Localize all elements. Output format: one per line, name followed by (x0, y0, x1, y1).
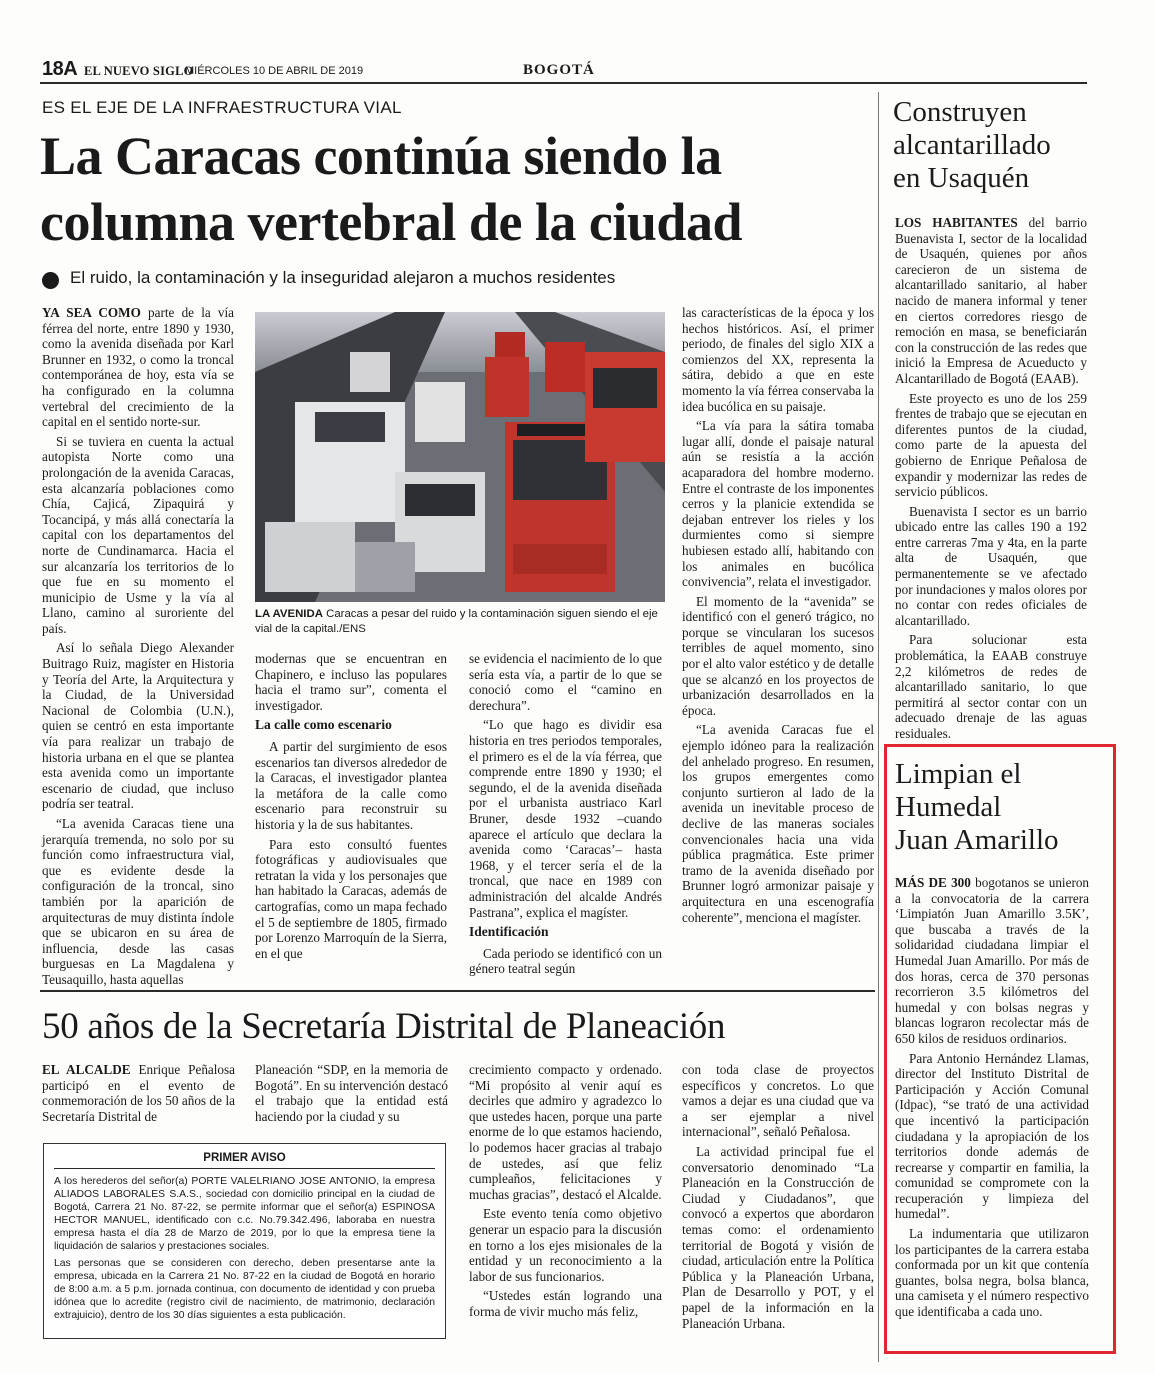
title-line: alcantarillado (893, 129, 1051, 161)
paragraph: Para solucionar esta problemática, la EAAB construye 2,2 kilómetros de redes de alcantarillado sanitario, lo que permitirá al sector contar con un adecuado drenaje de las aguas residuales. (895, 632, 1087, 741)
paragraph: “Ustedes están logrando una forma de vivir mucho más feliz, (469, 1288, 662, 1319)
paragraph: Así lo señala Diego Alexander Buitrago Ruiz, magíster en Historia y Teoría del Arte, la Arquitectura y la Ciudad, de la Universidad Nacional de Colombia (U.N.), quien se centró en esta importante vía para realizar un trabajo de historia urbana en el que se plantea esta avenida como un importante escenario de ciudad, que incluso podría ser teatral. (42, 640, 234, 812)
issue-date: MIÉRCOLES 10 DE ABRIL DE 2019 (185, 65, 364, 77)
second-column-3 (469, 1062, 662, 1324)
photo-caption (255, 607, 667, 637)
notice-rule (54, 1168, 435, 1169)
paragraph: parte de la vía férrea del norte, entre 1890 y 1930, como la avenida diseñada por Karl Brunner en 1932, o como la troncal contemporánea de hoy, esta vía se ha configurado en la columna vertebral del crecimiento de la capital en el sentido norte-sur. (42, 305, 234, 430)
paragraph: La actividad principal fue el conversatorio denominado “La Planeación en la Construcción de Ciudad y Ciudadanos”, que convocó a expertos que abordaron temas como: el ordenamiento territorial de Bogotá y visión de ciudad, articulación entre la Política Pública y la Planeación Urbana, Plan de Desarrollo y POT, y el papel de la información en la Planeación Urbana. (682, 1143, 874, 1331)
paragraph: “La vía para la sátira tomaba lugar allí, donde el paisaje natural aún se resistía a la acción acaparadora del hombre moderno. Entre el contraste de los imponentes cerros y la planicie extendida se dejaban entrever los rieles y los durmientes como si siempre hubiesen estado allí, habitando con los animales en bucólica convivencia”, relata el investigador. (682, 418, 874, 590)
paragraph: modernas que se encuentran en Chapinero, e incluso las populares hacia el tramo sur”, comenta el investigador. (255, 651, 447, 713)
bullet-icon (42, 272, 59, 289)
header-rule (40, 82, 1087, 84)
main-column-1 (42, 305, 234, 992)
page-number: 18A (42, 58, 78, 80)
main-column-3 (469, 651, 662, 981)
paragraph: A partir del surgimiento de esos escenarios tan diversos alrededor de la Caracas, el investigador plantea la metáfora de la calle como escenario para reconstruir su historia y la de sus habitantes. (255, 738, 447, 832)
second-column-2 (255, 1062, 448, 1128)
paragraph: Enrique Peñalosa participó en el evento de conmemoración de los 50 años de la Secretaría Distrital de (42, 1062, 236, 1124)
paragraph: El momento de la “avenida” se identificó con el generó trágico, no porque se vincularan los sucesos terribles de aquel momento, sino por el alto valor estético y de detalle que se alcanzó en los proyectos de urbanización desarrollados en la época. (682, 593, 874, 718)
lead-in: EL ALCALDE (42, 1062, 131, 1077)
paragraph: se evidencia el nacimiento de lo que sería esta vía, a partir de lo que se conoció como el “camino en derechura”. (469, 651, 662, 713)
notice-title: PRIMER AVISO (203, 1152, 286, 1164)
paragraph: Para esto consultó fuentes fotográficas y audiovisuales que retratan la vida y los personajes que han habitado la Caracas, además de cartografías, como un mapa fechado el 5 de septiembre de 1805, firmado por Lorenzo Marroquín de la Sierra, en el que (255, 836, 447, 961)
title-line: Juan Amarillo (895, 824, 1059, 856)
headline-line-1: La Caracas continúa siendo la (40, 126, 722, 186)
paragraph: del barrio Buenavista I, sector de la localidad de Usaquén, quienes por años carecieron de un sistema de alcantarillado sanitario, al haber nacido de manera informal y tener en ciertos corredores riesgo de remoción en masa, se beneficiarán con la construcción de las redes que inició la Empresa de Acueducto y Alcantarillado de Bogotá (EAAB). (895, 215, 1088, 386)
lead-in: LOS HABITANTES (895, 215, 1018, 230)
deck: El ruido, la contaminación y la inseguridad alejaron a muchos residentes (70, 268, 616, 287)
newspaper-name: EL NUEVO SIGLO (84, 64, 194, 78)
section-label: BOGOTÁ (523, 62, 595, 78)
paragraph: La indumentaria que utilizaron los participantes de la carrera estaba conformada por un kit que contenía guantes, bolsa negra, bolsa blanca, una camiseta y el número respectivo que identificaba a cada uno. (895, 1226, 1089, 1320)
paragraph: Cada periodo se identificó con un género teatral según (469, 945, 662, 977)
main-column-4 (682, 305, 874, 929)
paragraph: “Lo que hago es dividir esa historia en tres periodos temporales, el primero es el de la vía férrea, que comprende entre 1890 y 1930; el segundo, el de la avenida diseñada por el urbanista austriaco Karl Bruner, desde 1932 –cuando aparece el artículo que declara la avenida como ‘Caracas’– hasta 1968, y el tercer sería el de la troncal, que nace en 1989 con administración del alcalde Andrés Pastrana”, explica el magíster. (469, 717, 662, 920)
title-line: en Usaquén (893, 162, 1030, 194)
paragraph: las características de la época y los hechos históricos. Así, el primer periodo, de finales del siglo XIX a comienzos del XX, representa la sátira, debido a que en este momento la vía férrea conservaba la idea bucólica en su paisaje. (682, 305, 874, 414)
paragraph: Buenavista I sector es un barrio ubicado entre las calles 190 a 192 entre carreras 7ma y 4ta, en la parte alta de Usaquén, que permanentemente se ve afectado por inundaciones y malos olores por no contar con redes oficiales de alcantarillado. (895, 503, 1087, 628)
second-column-4 (682, 1062, 874, 1335)
title-line: Limpian el (895, 758, 1022, 790)
traffic-photo-illustration (255, 312, 665, 602)
headline-line-2: columna vertebral de la ciudad (40, 192, 742, 252)
kicker: ES EL EJE DE LA INFRAESTRUCTURA VIAL (42, 98, 402, 117)
paragraph: bogotanos se unieron a la convocatoria de la carrera ‘Limpiatón Juan Amarillo 3.5K’, que buscaba a través de la solidaridad ciudadana limpiar el Humedal Juan Amarillo. Por más de dos horas, cerca de 370 personas recorrieron 3.5 kilómetros del humedal y con bolsas negras y blancas lograron recolectar más de 650 kilos de residuos ordinarios. (895, 875, 1090, 1046)
paragraph: Este proyecto es uno de los 259 frentes de trabajo que se ejecutan en diferentes puntos de la ciudad, como parte de la apuesta del gobierno de Enrique Peñalosa de expandir y modernizar las redes de servicio públicos. (895, 390, 1087, 500)
caption-text: Caracas a pesar del ruido y la contaminación siguen siendo el eje vial de la capital./ENS (255, 608, 658, 635)
lead-in: MÁS DE 300 (895, 875, 971, 890)
second-headline: 50 años de la Secretaría Distrital de Planeación (42, 1006, 726, 1047)
paragraph: “La avenida Caracas fue el ejemplo idóneo para la realización del anhelado progreso. En resumen, los grupos emergentes como conjunto surtieron al lado de la avenida un inevitable proceso de declive de las maneras sociales convencionales hacia una vida pública pragmática. Este primer tramo de la avenida diseñado por Brunner logró armonizar paisaje y arquitectura en una escenografía coherente”, menciona el magíster. (682, 722, 874, 925)
caption-lead: LA AVENIDA (255, 608, 323, 620)
notice-paragraph: A los herederos del señor(a) PORTE VALELRIANO JOSE ANTONIO, la empresa ALIADOS LABORALES S.A.S., sociedad con domicilio principal en la ciudad de Bogotá, Carrera 21 No. 87-22, se permite informar que el señor(a) ESPINOSA HECTOR MANUEL, identificado con c.c. No.79.342.496, laboraba en nuestra empresa hasta el día 28 de Marzo de 2019, por lo que la empresa tiene la liquidación de salarios y prestaciones sociales. (54, 1176, 435, 1252)
notice-paragraph: Las personas que se consideren con derecho, deben presentarse ante la empresa, ubicada en la Carrera 21 No. 87-22 en la ciudad de Bogotá en horario de 8:00 a.m. a 5 p.m. jornada continua, con documento de identidad y con prueba idónea que lo acredite (registro civil de nacimiento, de matrimonio, declaración extrajuicio), dentro de los 30 días siguientes a esta publicación. (54, 1258, 435, 1321)
paragraph: Este evento tenía como objetivo generar un espacio para la discusión en torno a los ejes misionales de la entidad y un reconocimiento a la labor de sus funcionarios. (469, 1206, 662, 1284)
paragraph: Para Antonio Hernández Llamas, director del Instituto Distrital de Participación y Acción Comunal (Idpac), “se trató de una actividad que incentivó la participación ciudadana y la apropiación de los territorios donde además de recrearse y compartir en familia, la comunidad se compromete con la recuperación y limpieza del humedal”. (895, 1050, 1089, 1222)
paragraph: Si se tuviera en cuenta la actual autopista Norte como una prolongación de la avenida Caracas, esta alcanzaría poblaciones como Chía, Cajicá, Zipaquirá y Tocancipá, y más allá conectaría la capital con los departamentos del norte de Cundinamarca. Hacia el sur alcanzaría los territorios de lo que fue en su momento el municipio de Usme y la vía al Llano, camino al suroriente del país. (42, 433, 234, 636)
sidebar-1-title (893, 96, 1093, 195)
sidebar-divider (878, 92, 879, 1362)
subheading: La calle como escenario (255, 717, 392, 733)
subheading: Identificación (469, 924, 549, 940)
paragraph: Planeación “SDP, en la memoria de Bogotá”. En su intervención destacó el trabajo que la entidad está haciendo por la ciudad y su (255, 1062, 448, 1124)
paragraph: “La avenida Caracas tiene una jerarquía tremenda, no solo por su función como infraestructura vial, que es evidente desde la configuración de la troncal, sino también por la aparición de arquitecturas de muy distinta índole que se ubicaron en su área de influencia, desde las casas burguesas en La Magdalena y Teusaquillo, hasta aquellas (42, 816, 234, 987)
main-column-2 (255, 651, 447, 965)
paragraph: crecimiento compacto y ordenado. “Mi propósito al venir aquí es decirles que admiro y agradezco lo que ustedes hacen, porque una parte enorme de lo que estamos haciendo, lo podemos hacer gracias al trabajo de ustedes, así que feliz cumpleaños, felicitaciones y muchas gracias”, destacó el Alcalde. (469, 1062, 662, 1202)
title-line: Construyen (893, 96, 1027, 128)
lead-in: YA SEA COMO (42, 305, 141, 320)
title-line: Humedal (895, 791, 1002, 823)
sidebar-2-body (895, 875, 1089, 1324)
sidebar-2-title (895, 758, 1105, 857)
sidebar-1-body (895, 215, 1087, 746)
section-divider (40, 990, 875, 992)
second-column-1 (42, 1062, 235, 1128)
avenida-caracas-photo (255, 312, 665, 602)
paragraph: con toda clase de proyectos específicos y concretos. Lo que vamos a dejar es una ciudad que va a ser ejemplar a nivel internacional”, señaló Peñalosa. (682, 1062, 874, 1140)
legal-notice (43, 1143, 446, 1339)
